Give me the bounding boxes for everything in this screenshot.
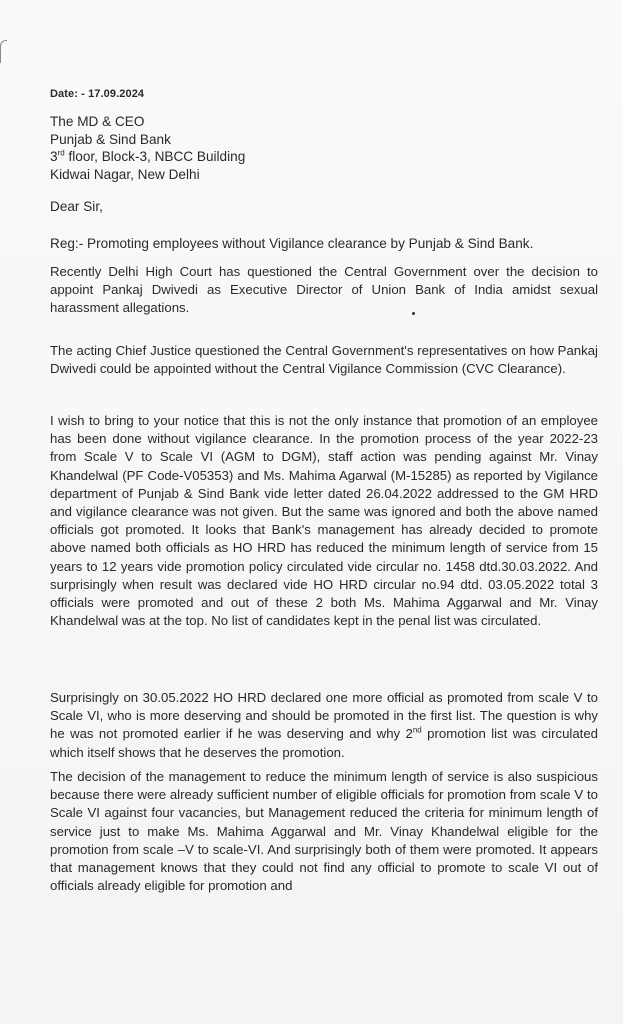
ordinal-suffix: nd <box>412 726 422 736</box>
paragraph-text: I wish to bring to your notice that this is not the only instance that promotion of an employee has been done without vigilance clearance. In the promotion process of the year 2022-23 from Scale V to Scale VI (AGM to DGM), staff action was pending against Mr. Vinay Khandelwal (PF Code-V05353) and Ms. Mahima Agarwal (M-15285) as reported by Vigilance department of Punjab & Sind Bank vide letter dated 26.04.2022 addressed to the GM HRD and vigilance clearance was not given. But the same was ignored and both the above named officials got promoted. It looks that Bank's management has already decided to promote above named both officials as HO HRD has reduced the minimum length of service from 15 years to 12 years vide promotion policy circulated vide circular no. 1458 dtd.30.03.2022. And surprisingly when result was declared vide HO HRD circular no.94 dtd. 03.05.2022 total 3 officials were promoted and out of these 2 both Ms. Mahima Aggarwal and Mr. Vinay Khandelwal was at the top. No list of candidates kept in the penal list was circulated. <box>50 413 598 629</box>
paragraph-delhi-high-court <box>50 263 598 318</box>
recipient-address <box>50 113 245 183</box>
scan-speck <box>412 312 415 315</box>
floor-number: 3 <box>50 149 58 164</box>
address-line-3 <box>50 148 245 166</box>
paragraph-text: The acting Chief Justice questioned the Central Government's representatives on how Pankaj Dwivedi could be appointed without the Central Vigilance Commission (CVC Clearance). <box>50 343 598 377</box>
address-line-2: Punjab & Sind Bank <box>50 131 171 147</box>
subject-line: Reg:- Promoting employees without Vigilance clearance by Punjab & Sind Bank. <box>50 236 534 251</box>
paragraph-promotion-without-clearance <box>50 412 598 630</box>
paragraph-text-part1: Surprisingly on 30.05.2022 HO HRD declared one more official as promoted from scale V to Scale VI, who is more deserving and should be promoted in the first list. The question is why he was not promoted earlier if he was deserving and why 2 <box>50 690 598 742</box>
paragraph-text: The decision of the management to reduce the minimum length of service is also suspicious because there were already sufficient number of eligible officials for promotion from scale V to Scale VI against four vacancies, but Management reduced the criteria for minimum length of service just to make Ms. Mahima Aggarwal and Mr. Vinay Khandelwal eligible for the promotion from scale –V to scale-VI. And surprisingly both of them were promoted. It appears that management knows that they could not find any official to promote to scale VI out of officials already eligible for promotion and <box>50 769 598 894</box>
address-line-1: The MD & CEO <box>50 114 145 129</box>
paragraph-text: Recently Delhi High Court has questioned the Central Government over the decision to appoint Pankaj Dwivedi as Executive Director of Union Bank of India amidst sexual harassment allegations. <box>50 264 598 316</box>
paragraph-text <box>50 689 598 762</box>
salutation: Dear Sir, <box>50 199 103 214</box>
paragraph-second-promotion-list <box>50 689 598 762</box>
scan-corner-mark <box>0 40 7 63</box>
paragraph-service-length-reduction <box>50 768 598 895</box>
floor-ordinal-suffix: rd <box>57 148 65 158</box>
paragraph-chief-justice <box>50 342 598 378</box>
letter-date: Date: - 17.09.2024 <box>50 88 145 100</box>
floor-building: floor, Block-3, NBCC Building <box>64 149 246 164</box>
paragraph-text-part2: promotion list was circulated which itself shows that he deserves the promotion. <box>50 726 599 760</box>
address-line-4: Kidwai Nagar, New Delhi <box>50 166 200 182</box>
